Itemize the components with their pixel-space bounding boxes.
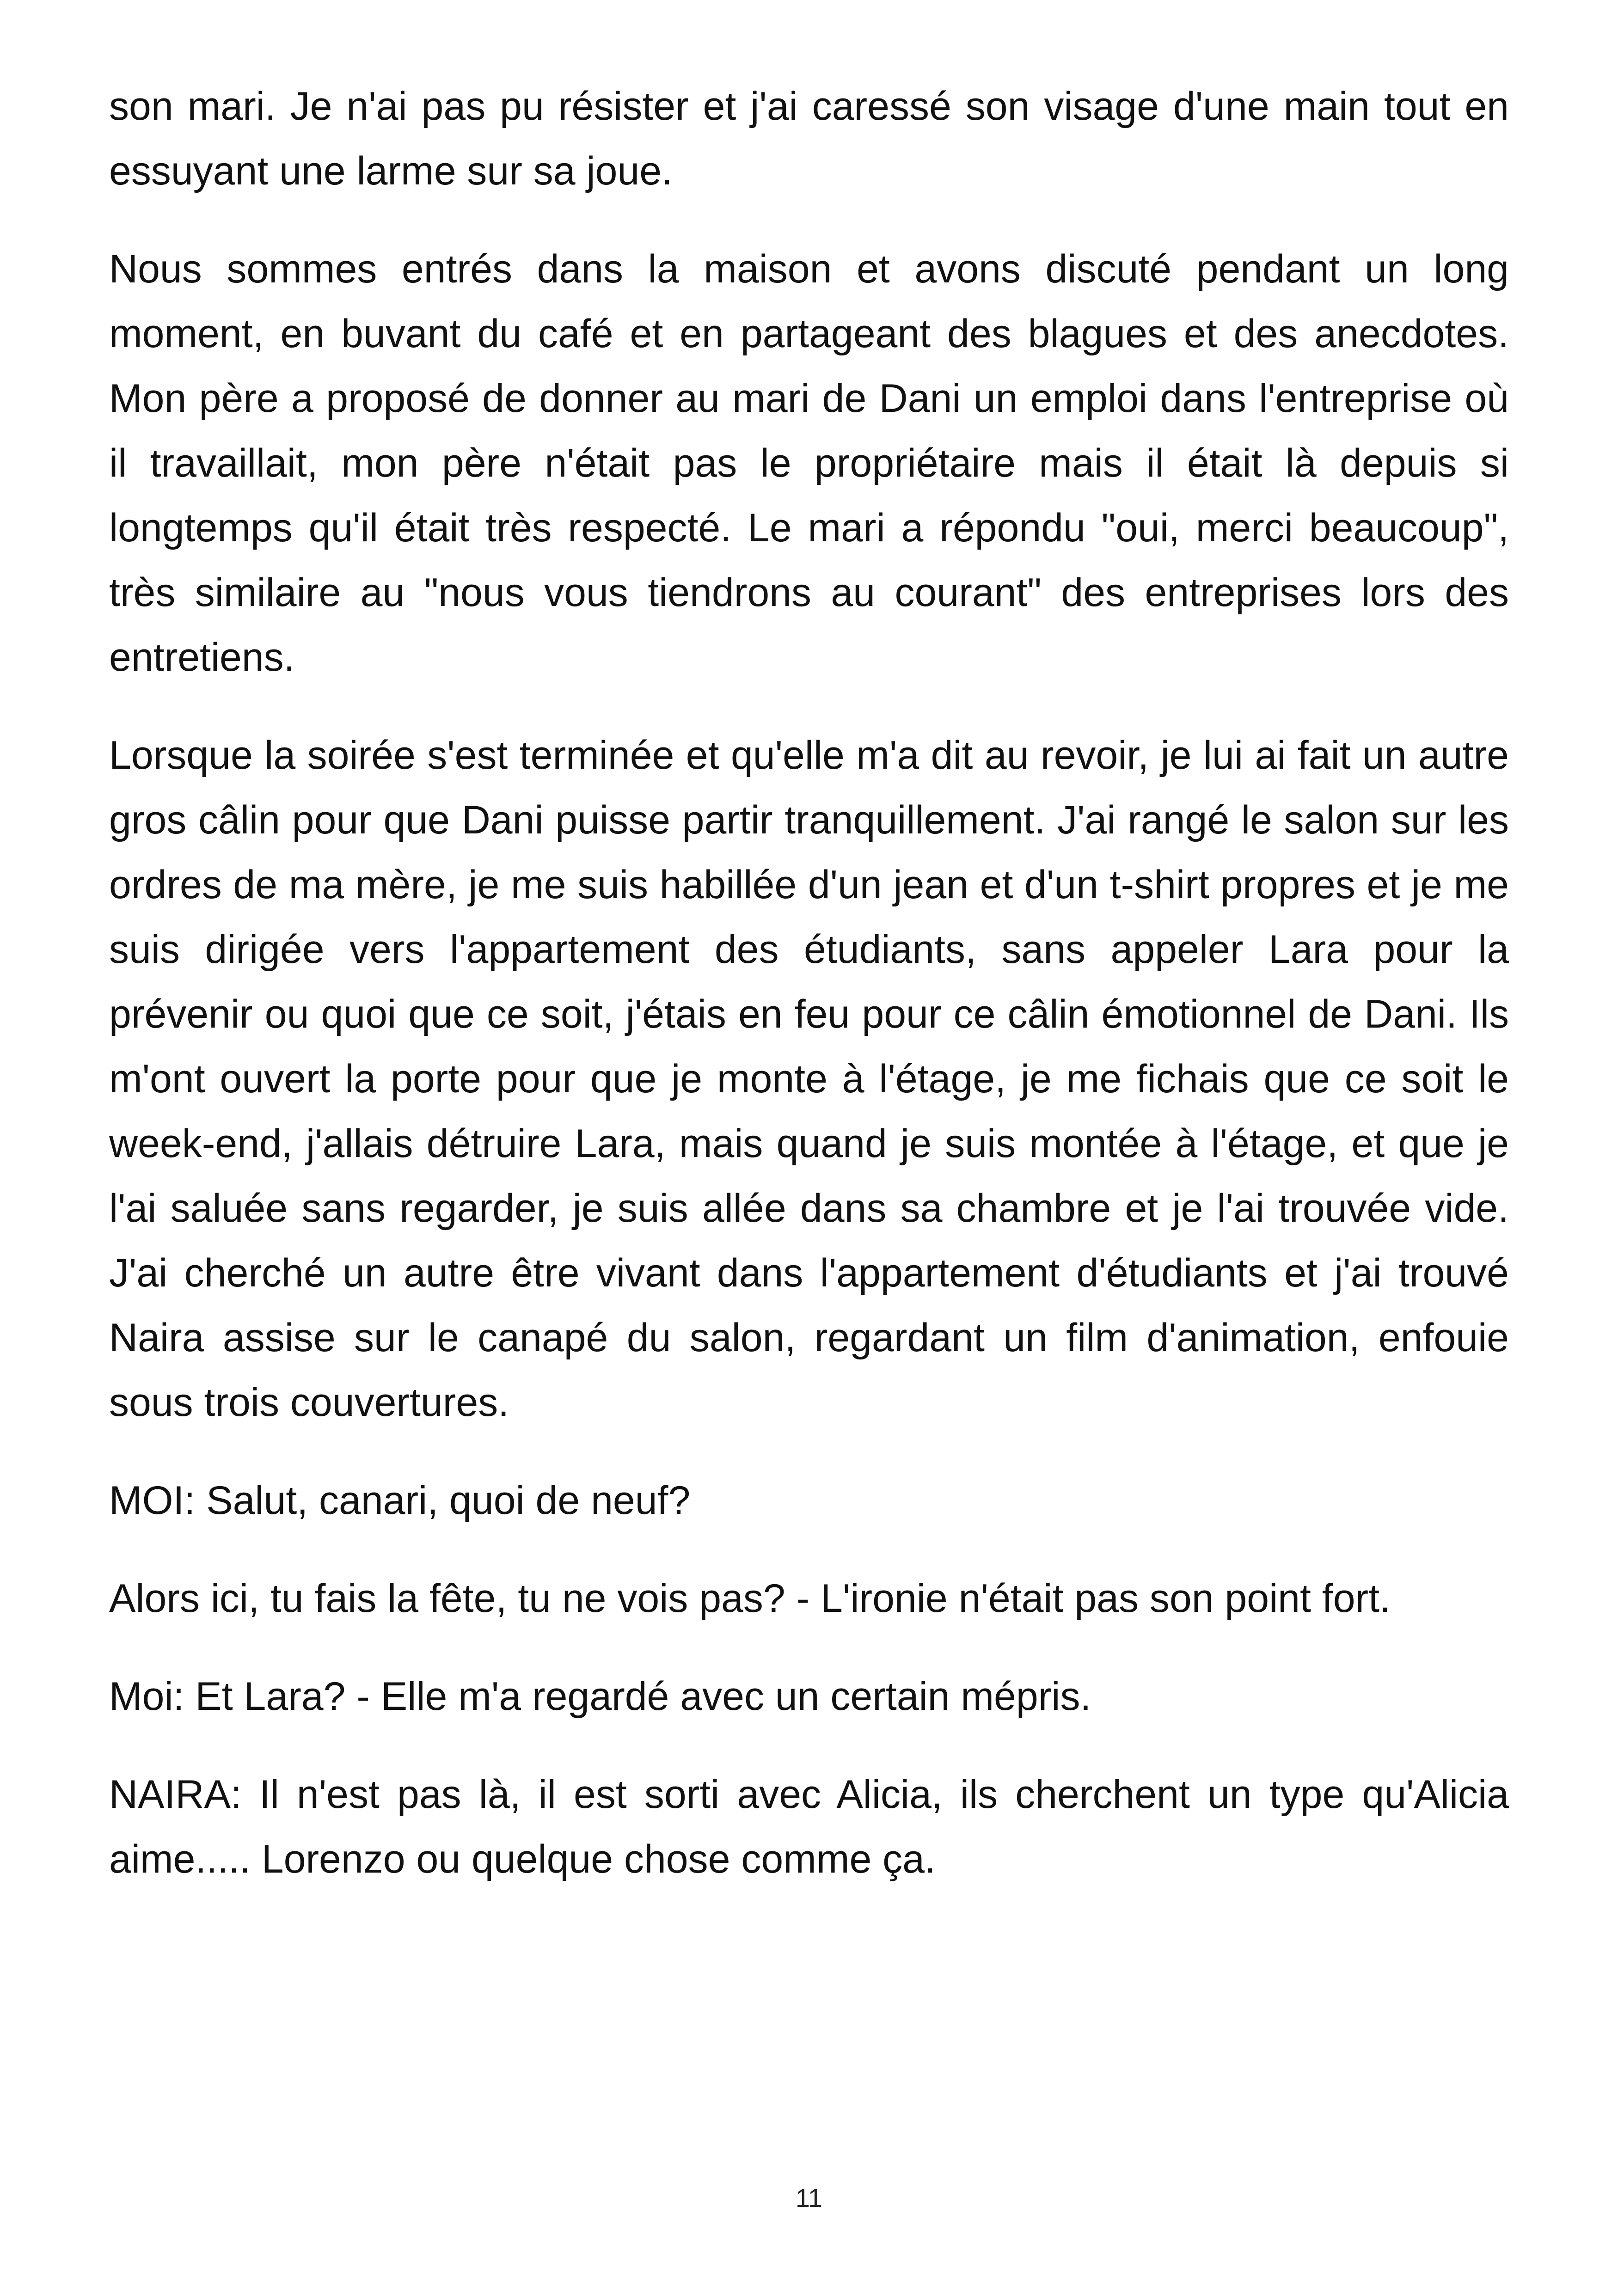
paragraph-3: Lorsque la soirée s'est terminée et qu'elle m'a dit au revoir, je lui ai fait un autre gros câlin pour que Dani puisse partir tranquillement. J'ai rangé le salon sur les ordres de ma mère, je me suis habillée d'un jean et d'un t-shirt propres et je me suis dirigée vers l'appartement des étudiants, sans appeler Lara pour la prévenir ou quoi que ce soit, j'étais en feu pour ce câlin émotionnel de Dani. Ils m'ont ouvert la porte pour que je monte à l'étage, je me fichais que ce soit le week-end, j'allais détruire Lara, mais quand je suis montée à l'étage, et que je l'ai saluée sans regarder, je suis allée dans sa chambre et je l'ai trouvée vide. J'ai cherché un autre être vivant dans l'appartement d'étudiants et j'ai trouvé Naira assise sur le canapé du salon, regardant un film d'animation, enfouie sous trois couvertures.	[109, 733, 1509, 1425]
dialogue-line-2: Alors ici, tu fais la fête, tu ne vois pas? - L'ironie n'était pas son point fort.	[109, 1576, 1391, 1621]
dialogue-line-1: MOI: Salut, canari, quoi de neuf?	[109, 1478, 691, 1523]
dialogue-line-4: NAIRA: Il n'est pas là, il est sorti avec Alicia, ils cherchent un type qu'Alicia aime..... Lorenzo ou quelque chose comme ça.	[109, 1772, 1509, 1881]
page-body-text	[109, 74, 1509, 1925]
dialogue-line-3: Moi: Et Lara? - Elle m'a regardé avec un certain mépris.	[109, 1674, 1091, 1719]
paragraph-1: son mari. Je n'ai pas pu résister et j'ai caressé son visage d'une main tout en essuyant une larme sur sa joue.	[109, 84, 1509, 193]
paragraph-2: Nous sommes entrés dans la maison et avons discuté pendant un long moment, en buvant du café et en partageant des blagues et des anecdotes. Mon père a proposé de donner au mari de Dani un emploi dans l'entreprise où il travaillait, mon père n'était pas le propriétaire mais il était là depuis si longtemps qu'il était très respecté. Le mari a répondu "oui, merci beaucoup", très similaire au "nous vous tiendrons au courant" des entreprises lors des entretiens.	[109, 247, 1509, 680]
page-number: 11	[795, 2183, 823, 2212]
